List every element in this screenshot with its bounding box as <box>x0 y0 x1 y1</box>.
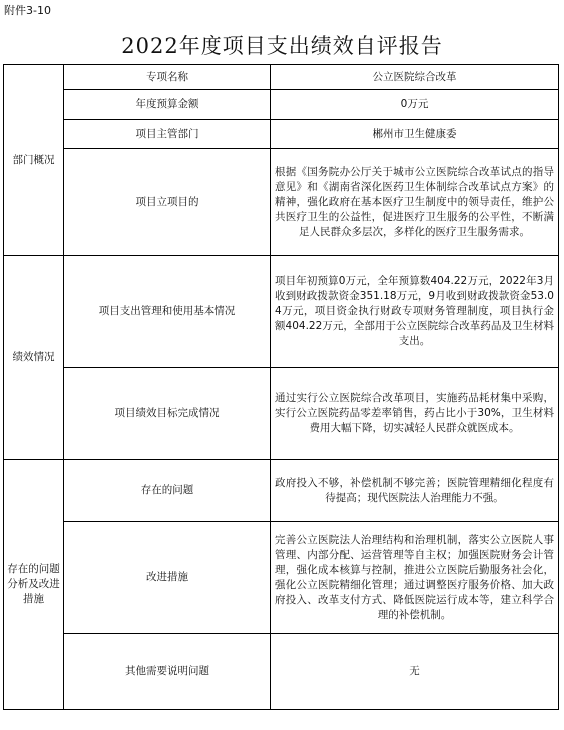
table-row <box>4 256 559 368</box>
other-label: 其他需要说明问题 <box>64 634 271 710</box>
table-row <box>4 522 559 634</box>
issues-label: 存在的问题 <box>64 460 271 522</box>
fund-management-value: 项目年初预算0万元，全年预算数404.22万元，2022年3月收到财政拨款资金351.18万元，9月收到财政拨款资金53.04万元，项目资金执行财政专项财务管理制度，项目执行金额404.22万元，全部用于公立医院综合改革药品及卫生材料支出。 <box>271 256 559 368</box>
project-name-label: 专项名称 <box>64 65 271 90</box>
goal-completion-value: 通过实行公立医院综合改革项目，实施药品耗材集中采购，实行公立医院药品零差率销售，药占比小于30%，卫生材料费用大幅下降，切实减轻人民群众就医成本。 <box>271 368 559 460</box>
page-title: 2022年度项目支出绩效自评报告 <box>121 34 443 58</box>
table-row <box>4 149 559 256</box>
section-performance: 绩效情况 <box>4 256 64 460</box>
table-row <box>4 90 559 120</box>
goal-completion-label: 项目绩效目标完成情况 <box>64 368 271 460</box>
supervising-dept-label: 项目主管部门 <box>64 120 271 149</box>
measures-label: 改进措施 <box>64 522 271 634</box>
project-basis-label: 项目立项目的 <box>64 149 271 256</box>
table-row <box>4 120 559 149</box>
section-overview: 部门概况 <box>4 65 64 256</box>
table-row <box>4 460 559 522</box>
measures-value: 完善公立医院法人治理结构和治理机制，落实公立医院人事管理、内部分配、运营管理等自主权；加强医院财务会计管理，强化成本核算与控制，推进公立医院后勤服务社会化，强化公立医院精细化管理；通过调整医疗服务价格、加大政府投入、改革支付方式、降低医院运行成本等，建立科学合理的补偿机制。 <box>271 522 559 634</box>
supervising-dept-value: 郴州市卫生健康委 <box>271 120 559 149</box>
other-value: 无 <box>271 634 559 710</box>
section-problems: 存在的问题分析及改进措施 <box>4 460 64 710</box>
issues-value: 政府投入不够，补偿机制不够完善；医院管理精细化程度有待提高；现代医院法人治理能力不强。 <box>271 460 559 522</box>
project-name-value: 公立医院综合改革 <box>271 65 559 90</box>
project-basis-value: 根据《国务院办公厅关于城市公立医院综合改革试点的指导意见》和《湖南省深化医药卫生体制综合改革试点方案》的精神，强化政府在基本医疗卫生制度中的领导责任，维护公共医疗卫生的公益性，促进医疗卫生服务的公平性，不断满足人民群众多层次，多样化的医疗卫生服务需求。 <box>271 149 559 256</box>
report-table <box>3 64 559 710</box>
table-row <box>4 65 559 90</box>
table-row <box>4 368 559 460</box>
annual-budget-value: 0万元 <box>271 90 559 120</box>
annual-budget-label: 年度预算金额 <box>64 90 271 120</box>
attachment-label: 附件3-10 <box>4 4 51 17</box>
fund-management-label: 项目支出管理和使用基本情况 <box>64 256 271 368</box>
table-row <box>4 634 559 710</box>
